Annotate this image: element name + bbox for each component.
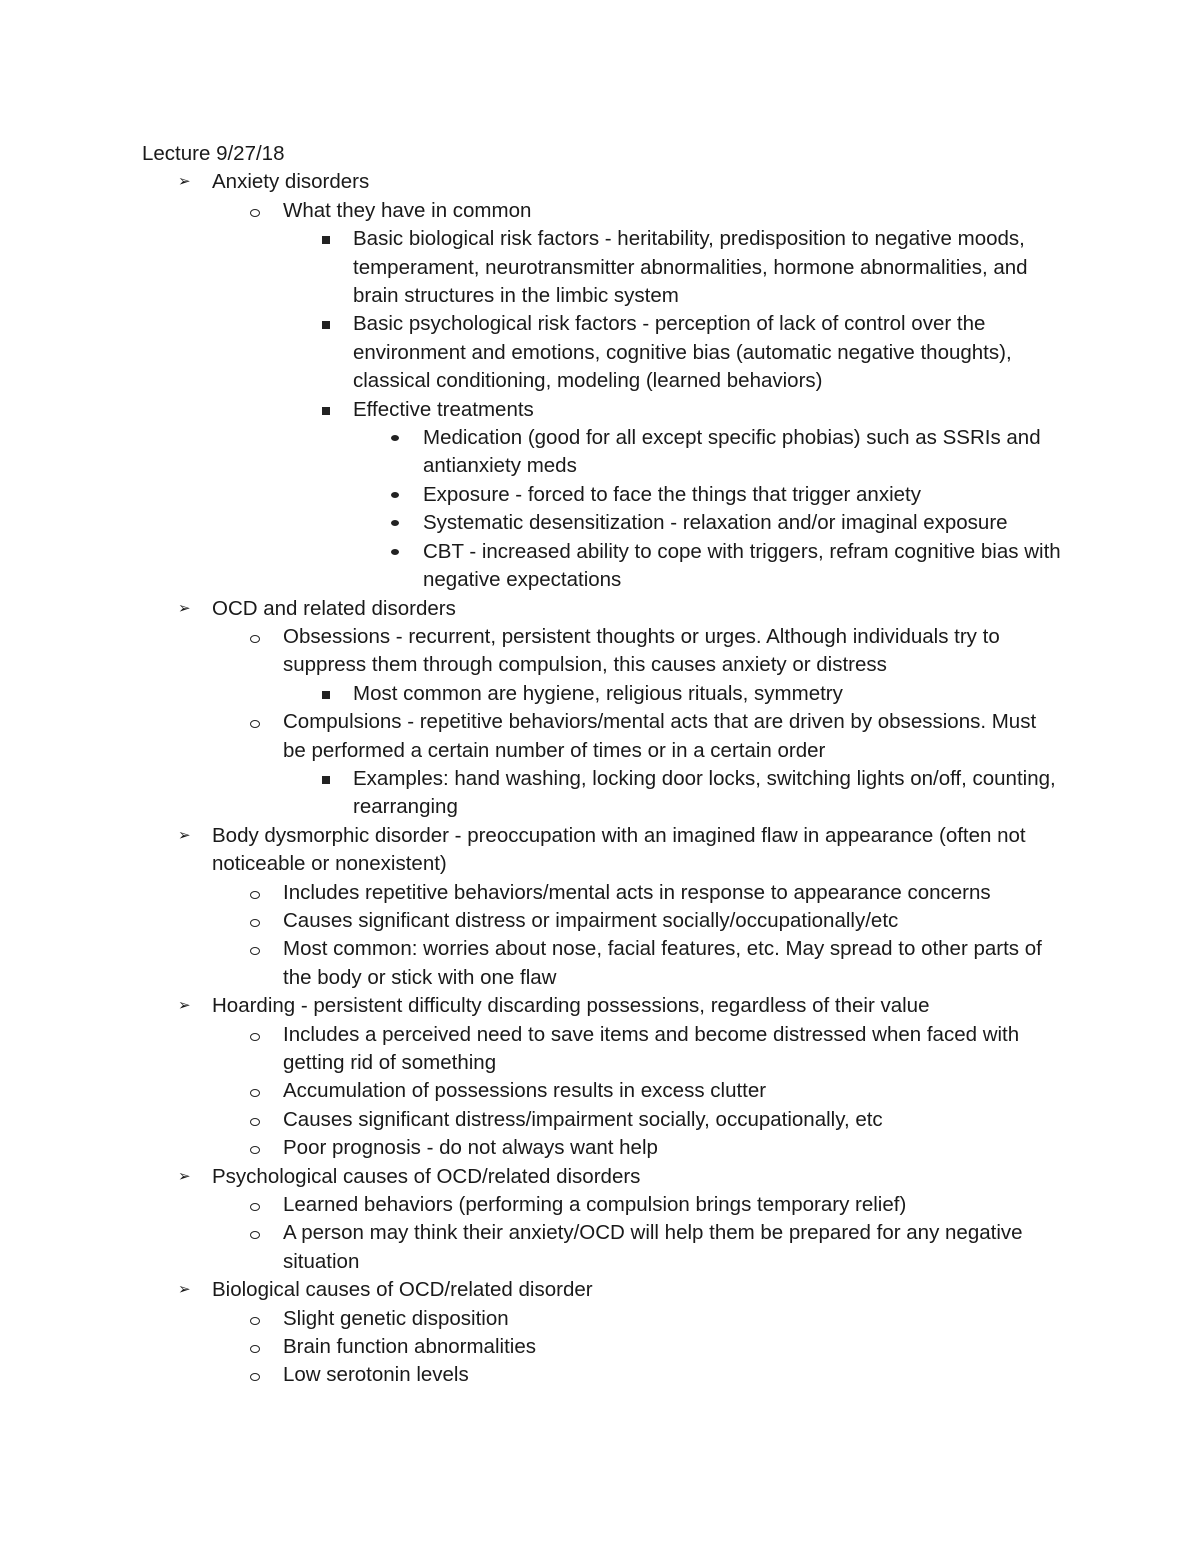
outline-item-level-2 xyxy=(213,708,1082,765)
outline-item-level-1 xyxy=(142,1163,1082,1191)
outline-item-level-3 xyxy=(283,310,1082,395)
filled-dot-bullet-icon xyxy=(353,481,423,509)
outline-item-text: A person may think their anxiety/OCD will help them be prepared for any negative situation xyxy=(283,1221,1023,1273)
hollow-circle-bullet-icon xyxy=(213,1021,283,1049)
outline-item-text: Anxiety disorders xyxy=(212,170,370,194)
hollow-circle-bullet-icon xyxy=(213,1219,283,1247)
outline-item-text: Slight genetic disposition xyxy=(283,1306,509,1330)
outline-item-text: OCD and related disorders xyxy=(212,596,456,620)
outline-item-level-1 xyxy=(142,822,1082,879)
outline-item-level-4 xyxy=(353,538,1082,595)
outline-item-text: Causes significant distress/impairment socially, occupationally, etc xyxy=(283,1107,883,1131)
hollow-circle-bullet-icon xyxy=(213,1191,283,1219)
hollow-circle-bullet-icon xyxy=(213,197,283,225)
outline-item-text: Learned behaviors (performing a compulsion brings temporary relief) xyxy=(283,1193,907,1217)
hollow-circle-bullet-icon xyxy=(213,1305,283,1333)
outline-item-level-2 xyxy=(213,1106,1082,1134)
bullet-outline xyxy=(142,168,1082,1389)
filled-dot-bullet-icon xyxy=(353,538,423,566)
outline-item-level-2 xyxy=(213,935,1082,992)
outline-item-text: Brain function abnormalities xyxy=(283,1335,536,1359)
square-bullet-icon xyxy=(283,396,353,424)
outline-item-text: Psychological causes of OCD/related disorders xyxy=(212,1164,641,1188)
outline-item-text: Most common: worries about nose, facial features, etc. May spread to other parts of the body or stick with one flaw xyxy=(283,937,1042,989)
outline-item-level-3 xyxy=(283,396,1082,424)
outline-item-level-2 xyxy=(213,879,1082,907)
outline-item-text: Causes significant distress or impairment socially/occupationally/etc xyxy=(283,908,899,932)
outline-item-level-1 xyxy=(142,992,1082,1020)
outline-item-level-2 xyxy=(213,1077,1082,1105)
outline-item-text: Includes a perceived need to save items and become distressed when faced with getting rid of something xyxy=(283,1022,1020,1074)
square-bullet-icon xyxy=(283,225,353,253)
arrow-bullet-icon xyxy=(142,822,212,850)
outline-item-level-2 xyxy=(213,1361,1082,1389)
outline-item-text: Medication (good for all except specific phobias) such as SSRIs and antianxiety meds xyxy=(423,426,1041,478)
outline-item-text: CBT - increased ability to cope with triggers, refram cognitive bias with negative expectations xyxy=(423,539,1061,592)
outline-item-level-2 xyxy=(213,1219,1082,1276)
square-bullet-icon xyxy=(283,765,353,793)
document-body xyxy=(142,140,1082,1390)
hollow-circle-bullet-icon xyxy=(213,935,283,963)
outline-item-level-1 xyxy=(142,168,1082,196)
outline-item-level-2 xyxy=(213,1333,1082,1361)
hollow-circle-bullet-icon xyxy=(213,1077,283,1105)
square-bullet-icon xyxy=(283,310,353,338)
arrow-bullet-icon xyxy=(142,168,212,196)
outline-item-level-4 xyxy=(353,424,1082,481)
square-bullet-icon xyxy=(283,680,353,708)
outline-item-text: Compulsions - repetitive behaviors/mental acts that are driven by obsessions. Must be performed a certain number of times or in a certain order xyxy=(283,710,1037,762)
outline-item-level-2 xyxy=(213,907,1082,935)
outline-item-text: Accumulation of possessions results in excess clutter xyxy=(283,1079,767,1103)
outline-item-text: Systematic desensitization - relaxation and/or imaginal exposure xyxy=(423,511,1008,535)
outline-item-level-3 xyxy=(283,225,1082,310)
outline-item-level-2 xyxy=(213,1305,1082,1333)
outline-item-text: Obsessions - recurrent, persistent thoughts or urges. Although individuals try to suppress them through compulsion, this causes anxiety or distress xyxy=(283,624,1000,677)
outline-item-text: What they have in common xyxy=(283,198,532,222)
hollow-circle-bullet-icon xyxy=(213,907,283,935)
arrow-bullet-icon xyxy=(142,992,212,1020)
outline-item-text: Body dysmorphic disorder - preoccupation with an imagined flaw in appearance (often not noticeable or nonexistent) xyxy=(212,823,1026,876)
document-title: Lecture 9/27/18 xyxy=(142,142,285,165)
arrow-bullet-icon xyxy=(142,595,212,623)
outline-item-text: Hoarding - persistent difficulty discarding possessions, regardless of their value xyxy=(212,994,930,1018)
outline-item-level-4 xyxy=(353,509,1082,537)
filled-dot-bullet-icon xyxy=(353,424,423,452)
outline-item-level-3 xyxy=(283,680,1082,708)
outline-item-level-1 xyxy=(142,595,1082,623)
outline-item-text: Poor prognosis - do not always want help xyxy=(283,1136,658,1160)
outline-item-level-4 xyxy=(353,481,1082,509)
outline-item-text: Includes repetitive behaviors/mental acts in response to appearance concerns xyxy=(283,880,991,904)
hollow-circle-bullet-icon xyxy=(213,1106,283,1134)
outline-item-text: Effective treatments xyxy=(353,397,534,421)
outline-item-level-1 xyxy=(142,1276,1082,1304)
outline-item-text: Low serotonin levels xyxy=(283,1363,469,1387)
outline-item-level-3 xyxy=(283,765,1082,822)
outline-item-level-2 xyxy=(213,1134,1082,1162)
arrow-bullet-icon xyxy=(142,1163,212,1191)
outline-item-level-2 xyxy=(213,197,1082,225)
hollow-circle-bullet-icon xyxy=(213,708,283,736)
outline-item-text: Biological causes of OCD/related disorder xyxy=(212,1278,593,1302)
outline-item-text: Basic biological risk factors - heritability, predisposition to negative moods, temperament, neurotransmitter abnormalities, hormone abnormalities, and brain structures in the limbic system xyxy=(353,227,1028,308)
hollow-circle-bullet-icon xyxy=(213,879,283,907)
hollow-circle-bullet-icon xyxy=(213,623,283,651)
outline-item-text: Basic psychological risk factors - perception of lack of control over the environment and emotions, cognitive bias (automatic negative thoughts), classical conditioning, modeling (learned behaviors) xyxy=(353,312,1012,393)
outline-item-level-2 xyxy=(213,1191,1082,1219)
arrow-bullet-icon xyxy=(142,1276,212,1304)
outline-item-text: Most common are hygiene, religious rituals, symmetry xyxy=(353,681,843,705)
hollow-circle-bullet-icon xyxy=(213,1134,283,1162)
outline-item-level-2 xyxy=(213,623,1082,680)
outline-item-level-2 xyxy=(213,1021,1082,1078)
hollow-circle-bullet-icon xyxy=(213,1361,283,1389)
filled-dot-bullet-icon xyxy=(353,509,423,537)
outline-item-text: Examples: hand washing, locking door locks, switching lights on/off, counting, rearranging xyxy=(353,766,1056,819)
outline-item-text: Exposure - forced to face the things that trigger anxiety xyxy=(423,482,921,506)
hollow-circle-bullet-icon xyxy=(213,1333,283,1361)
